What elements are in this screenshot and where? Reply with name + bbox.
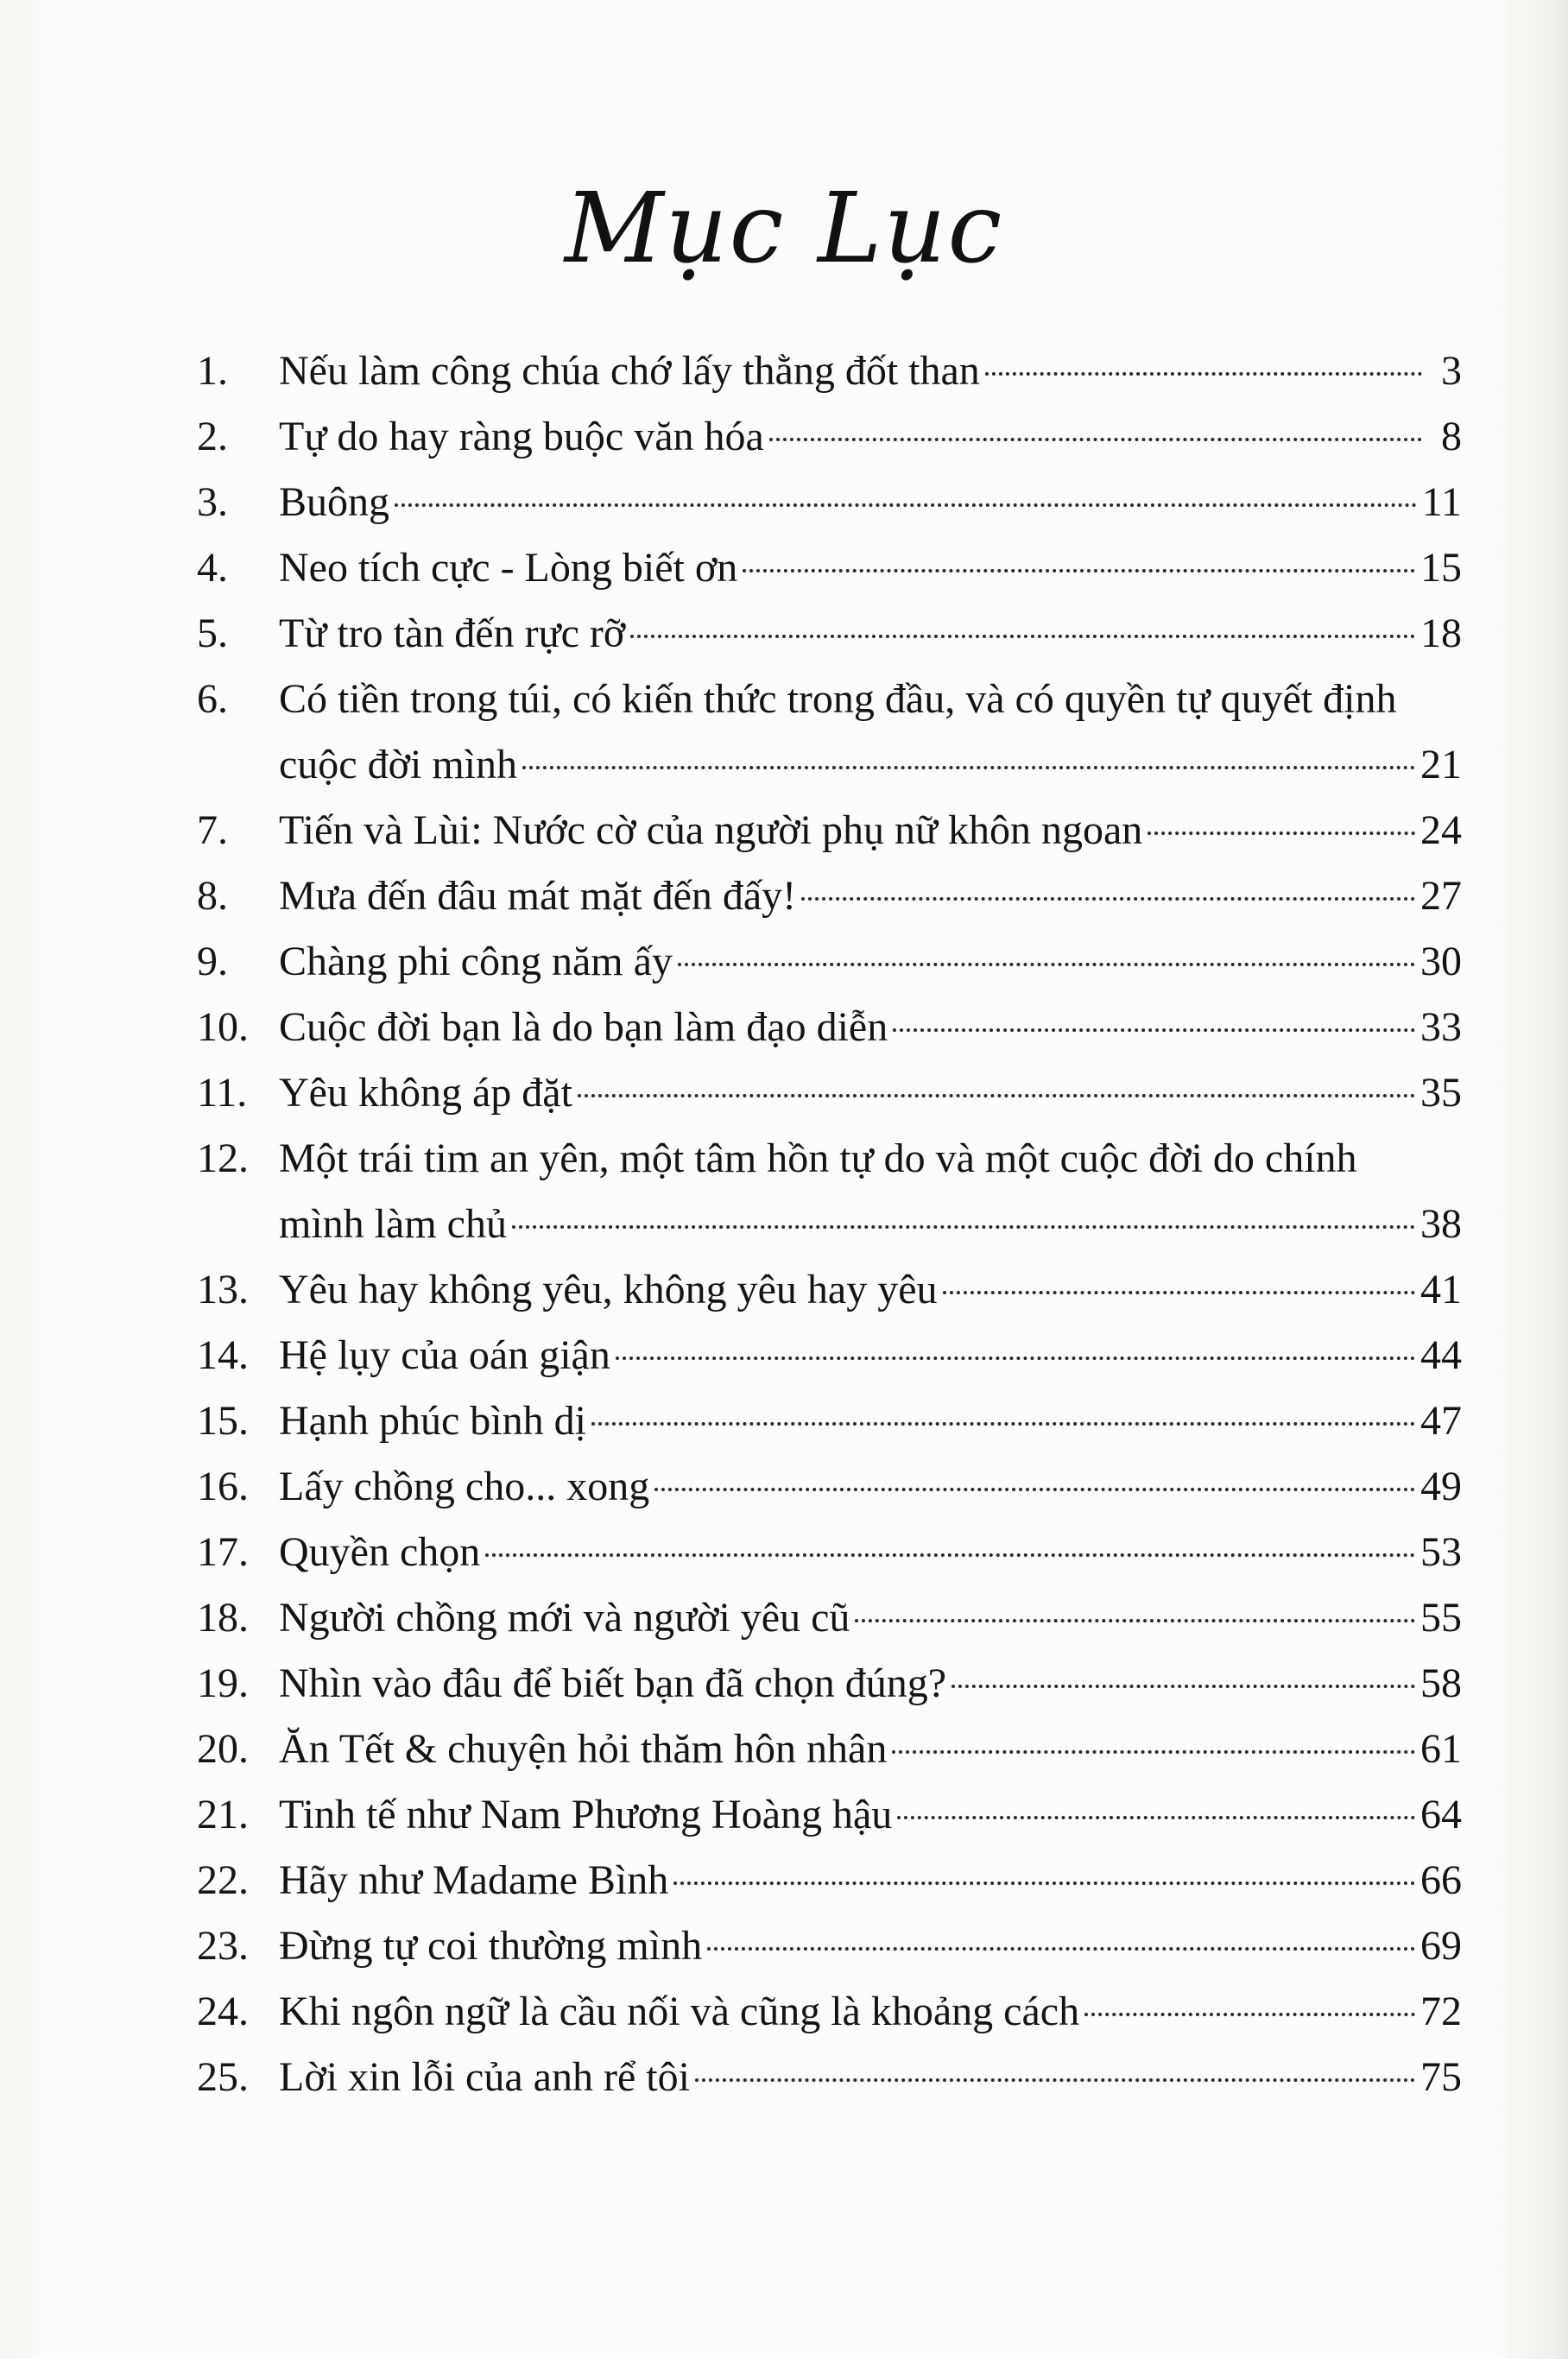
entry-number: 4.	[197, 545, 228, 591]
entry-number: 9.	[197, 939, 228, 984]
entry-title: Chàng phi công năm ấy	[279, 939, 673, 984]
entry-title: Yêu hay không yêu, không yêu hay yêu	[279, 1267, 938, 1312]
toc-entry	[197, 1126, 1462, 1257]
entry-title: Neo tích cực - Lòng biết ơn	[279, 545, 738, 591]
dot-leader	[801, 897, 1415, 901]
entry-title: Tinh tế như Nam Phương Hoàng hậu	[279, 1792, 893, 1837]
entry-page: 18	[1420, 610, 1462, 656]
toc-entry	[197, 2045, 1462, 2110]
entry-page: 58	[1420, 1660, 1462, 1706]
dot-leader	[695, 2078, 1415, 2082]
dot-leader	[769, 438, 1422, 441]
toc-entry	[197, 1257, 1462, 1323]
entry-number: 17.	[197, 1529, 249, 1575]
dot-leader	[892, 1750, 1415, 1754]
toc-entry	[197, 601, 1462, 667]
entry-page: 61	[1420, 1726, 1462, 1772]
toc-entry	[197, 1717, 1462, 1782]
faint-footer-mark	[639, 2193, 984, 2245]
entry-page: 33	[1420, 1004, 1462, 1050]
entry-page: 41	[1420, 1267, 1462, 1312]
toc-entry	[197, 535, 1462, 601]
entry-page: 35	[1420, 1070, 1462, 1116]
entry-title: Hãy như Madame Bình	[279, 1857, 669, 1903]
entry-title: Đừng tự coi thường mình	[279, 1923, 703, 1969]
toc-entry	[197, 798, 1462, 863]
entry-page: 21	[1420, 742, 1462, 787]
entry-title: Khi ngôn ngữ là cầu nối và cũng là khoảng cách	[279, 1989, 1080, 2034]
entry-page: 66	[1420, 1857, 1462, 1903]
toc-entry	[197, 470, 1462, 535]
entry-page: 8	[1441, 414, 1462, 459]
page-title: Mục Lục	[564, 173, 1004, 285]
entry-number: 10.	[197, 1004, 249, 1050]
dot-leader	[897, 1816, 1415, 1819]
entry-title: Lấy chồng cho... xong	[279, 1464, 650, 1509]
table-of-contents	[197, 338, 1462, 2110]
toc-entry	[197, 863, 1462, 929]
toc-entry	[197, 1060, 1462, 1126]
dot-leader	[855, 1619, 1415, 1622]
entry-number: 24.	[197, 1989, 249, 2034]
entry-number: 3.	[197, 479, 228, 525]
entry-page: 44	[1420, 1332, 1462, 1378]
entry-page: 27	[1420, 873, 1462, 919]
entry-number: 11.	[197, 1070, 248, 1116]
entry-title-continued: mình làm chủ	[279, 1201, 507, 1247]
dot-leader	[893, 1028, 1415, 1032]
dot-leader	[743, 569, 1415, 572]
entry-number: 22.	[197, 1857, 249, 1903]
entry-title: Lời xin lỗi của anh rể tôi	[279, 2054, 690, 2100]
dot-leader	[512, 1225, 1415, 1229]
dot-leader	[654, 1488, 1415, 1491]
dot-leader	[591, 1422, 1415, 1426]
entry-page: 38	[1420, 1201, 1462, 1247]
entry-page: 49	[1420, 1464, 1462, 1509]
entry-title: Hệ lụy của oán giận	[279, 1332, 610, 1378]
entry-number: 8.	[197, 873, 228, 919]
entry-number: 5.	[197, 610, 228, 656]
entry-title: Buông	[279, 479, 390, 525]
entry-title: Mưa đến đâu mát mặt đến đấy!	[279, 873, 797, 919]
toc-entry	[197, 1651, 1462, 1717]
toc-entry	[197, 1585, 1462, 1651]
toc-entry	[197, 995, 1462, 1060]
entry-page: 30	[1420, 939, 1462, 984]
dot-leader	[952, 1685, 1415, 1688]
dot-leader	[616, 1357, 1415, 1360]
entry-page: 47	[1420, 1398, 1462, 1444]
entry-number: 23.	[197, 1923, 249, 1969]
entry-page: 24	[1420, 807, 1462, 853]
entry-page: 75	[1420, 2054, 1462, 2100]
dot-leader	[943, 1291, 1416, 1294]
dot-leader	[707, 1947, 1415, 1951]
entry-page: 55	[1420, 1595, 1462, 1641]
entry-title: Người chồng mới và người yêu cũ	[279, 1595, 850, 1641]
toc-entry	[197, 404, 1462, 470]
toc-entry	[197, 1979, 1462, 2045]
entry-title: Yêu không áp đặt	[279, 1070, 572, 1116]
entry-title: Một trái tim an yên, một tâm hồn tự do và một cuộc đời do chính	[279, 1135, 1357, 1181]
toc-entry	[197, 1913, 1462, 1979]
dot-leader	[985, 372, 1422, 376]
entry-number: 6.	[197, 676, 228, 722]
dot-leader	[673, 1882, 1415, 1885]
dot-leader	[578, 1094, 1415, 1097]
toc-entry	[197, 1782, 1462, 1848]
dot-leader	[485, 1553, 1415, 1557]
entry-page: 69	[1420, 1923, 1462, 1969]
dot-leader	[1084, 2013, 1415, 2016]
entry-number: 15.	[197, 1398, 249, 1444]
entry-page: 72	[1420, 1989, 1462, 2034]
entry-page: 64	[1420, 1792, 1462, 1837]
entry-page: 53	[1420, 1529, 1462, 1575]
toc-entry	[197, 1454, 1462, 1520]
toc-entry	[197, 929, 1462, 995]
entry-number: 20.	[197, 1726, 249, 1772]
toc-entry	[197, 1323, 1462, 1388]
entry-title: Nếu làm công chúa chớ lấy thằng đốt than	[279, 348, 980, 394]
dot-leader	[522, 766, 1415, 769]
dot-leader	[1148, 832, 1415, 835]
entry-number: 12.	[197, 1135, 249, 1181]
entry-number: 14.	[197, 1332, 249, 1378]
entry-number: 2.	[197, 414, 228, 459]
entry-number: 16.	[197, 1464, 249, 1509]
entry-title: Ăn Tết & chuyện hỏi thăm hôn nhân	[279, 1726, 888, 1772]
entry-title: Tiến và Lùi: Nước cờ của người phụ nữ khôn ngoan	[279, 807, 1143, 853]
dot-leader	[678, 963, 1415, 966]
toc-entry	[197, 1388, 1462, 1454]
dot-leader	[395, 503, 1417, 507]
dot-leader	[630, 635, 1415, 638]
toc-entry	[197, 667, 1462, 798]
entry-page: 3	[1441, 348, 1462, 394]
entry-title: Nhìn vào đâu để biết bạn đã chọn đúng?	[279, 1660, 947, 1706]
entry-number: 1.	[197, 348, 228, 394]
toc-entry	[197, 1520, 1462, 1585]
entry-title: Có tiền trong túi, có kiến thức trong đầu, và có quyền tự quyết định	[279, 676, 1397, 722]
entry-number: 21.	[197, 1792, 249, 1837]
entry-number: 25.	[197, 2054, 249, 2100]
entry-title: Từ tro tàn đến rực rỡ	[279, 610, 626, 656]
entry-page: 11	[1421, 479, 1462, 525]
entry-title: Hạnh phúc bình dị	[279, 1398, 586, 1444]
entry-title: Cuộc đời bạn là do bạn làm đạo diễn	[279, 1004, 888, 1050]
entry-number: 7.	[197, 807, 228, 853]
toc-entry	[197, 1848, 1462, 1913]
entry-title-continued: cuộc đời mình	[279, 742, 517, 787]
entry-title: Tự do hay ràng buộc văn hóa	[279, 414, 764, 459]
entry-number: 13.	[197, 1267, 249, 1312]
toc-entry	[197, 338, 1462, 404]
entry-number: 18.	[197, 1595, 249, 1641]
entry-title: Quyền chọn	[279, 1529, 481, 1575]
entry-page: 15	[1420, 545, 1462, 591]
entry-number: 19.	[197, 1660, 249, 1706]
